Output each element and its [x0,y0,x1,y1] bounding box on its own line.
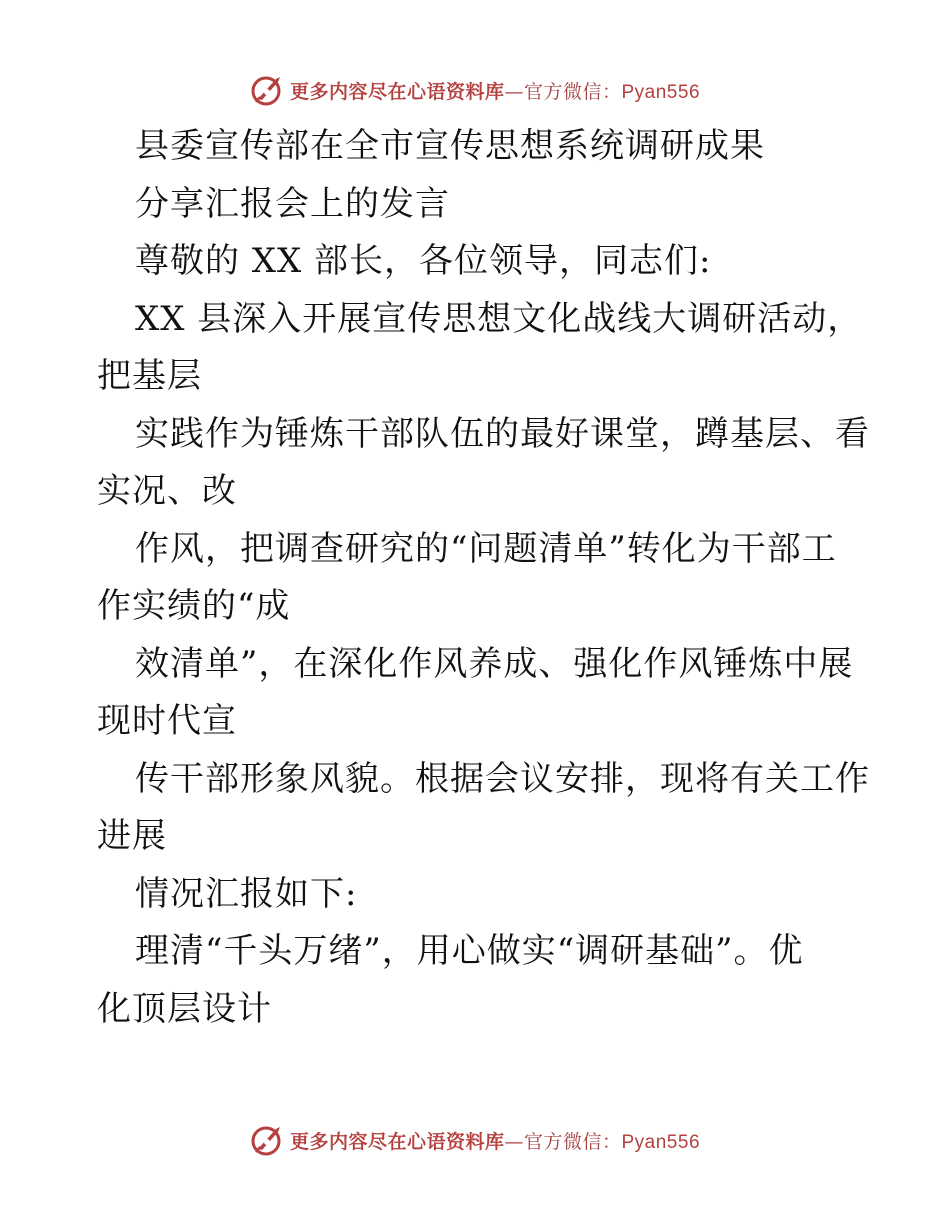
paragraph-line: 实践作为锤炼干部队伍的最好课堂，蹲基层、看 [135,413,870,454]
document-body [97,118,870,1038]
banner-wechat-label: 官方微信： [523,80,622,103]
paragraph-line: 作实绩的“成 [97,586,291,626]
paragraph-line: 作风，把调查研究的“问题清单”转化为干部工 [135,528,837,569]
paragraph-line: 进展 [97,816,167,856]
banner-wechat-label: 官方微信： [523,1130,622,1153]
banner-text [290,77,700,104]
paragraph-line: 实况、改 [97,471,237,511]
banner-dash: — [504,1130,524,1153]
banner-text [290,1127,700,1154]
paragraph-line: 效清单”，在深化作风养成、强化作风锤炼中展 [135,643,854,684]
salutation: 尊敬的 XX 部长，各位领导，同志们: [135,241,712,281]
footer-banner [0,1120,950,1160]
quill-logo-icon [250,1123,284,1157]
paragraph-line: 传干部形象风貌。根据会议安排，现将有关工作 [135,758,870,799]
banner-slogan: 更多内容尽在心语资料库 [289,1130,505,1153]
banner-slogan: 更多内容尽在心语资料库 [289,80,505,103]
paragraph-line: 化顶层设计 [97,988,272,1029]
quill-logo-icon [250,73,284,107]
paragraph-line: 理清“千头万绪”，用心做实“调研基础”。优 [135,931,804,971]
paragraph-line: 情况汇报如下: [135,873,358,914]
paragraph-line: XX 县深入开展宣传思想文化战线大调研活动， [135,298,863,339]
header-banner [0,70,950,110]
paragraph-line: 现时代宣 [97,701,237,741]
title-line-1: 县委宣传部在全市宣传思想系统调研成果 [135,126,765,166]
title-line-2: 分享汇报会上的发言 [135,183,450,224]
banner-wechat-id: Pyan556 [621,81,701,103]
banner-wechat-id: Pyan556 [621,1131,701,1153]
banner-dash: — [504,80,524,103]
paragraph-line: 把基层 [97,356,202,396]
